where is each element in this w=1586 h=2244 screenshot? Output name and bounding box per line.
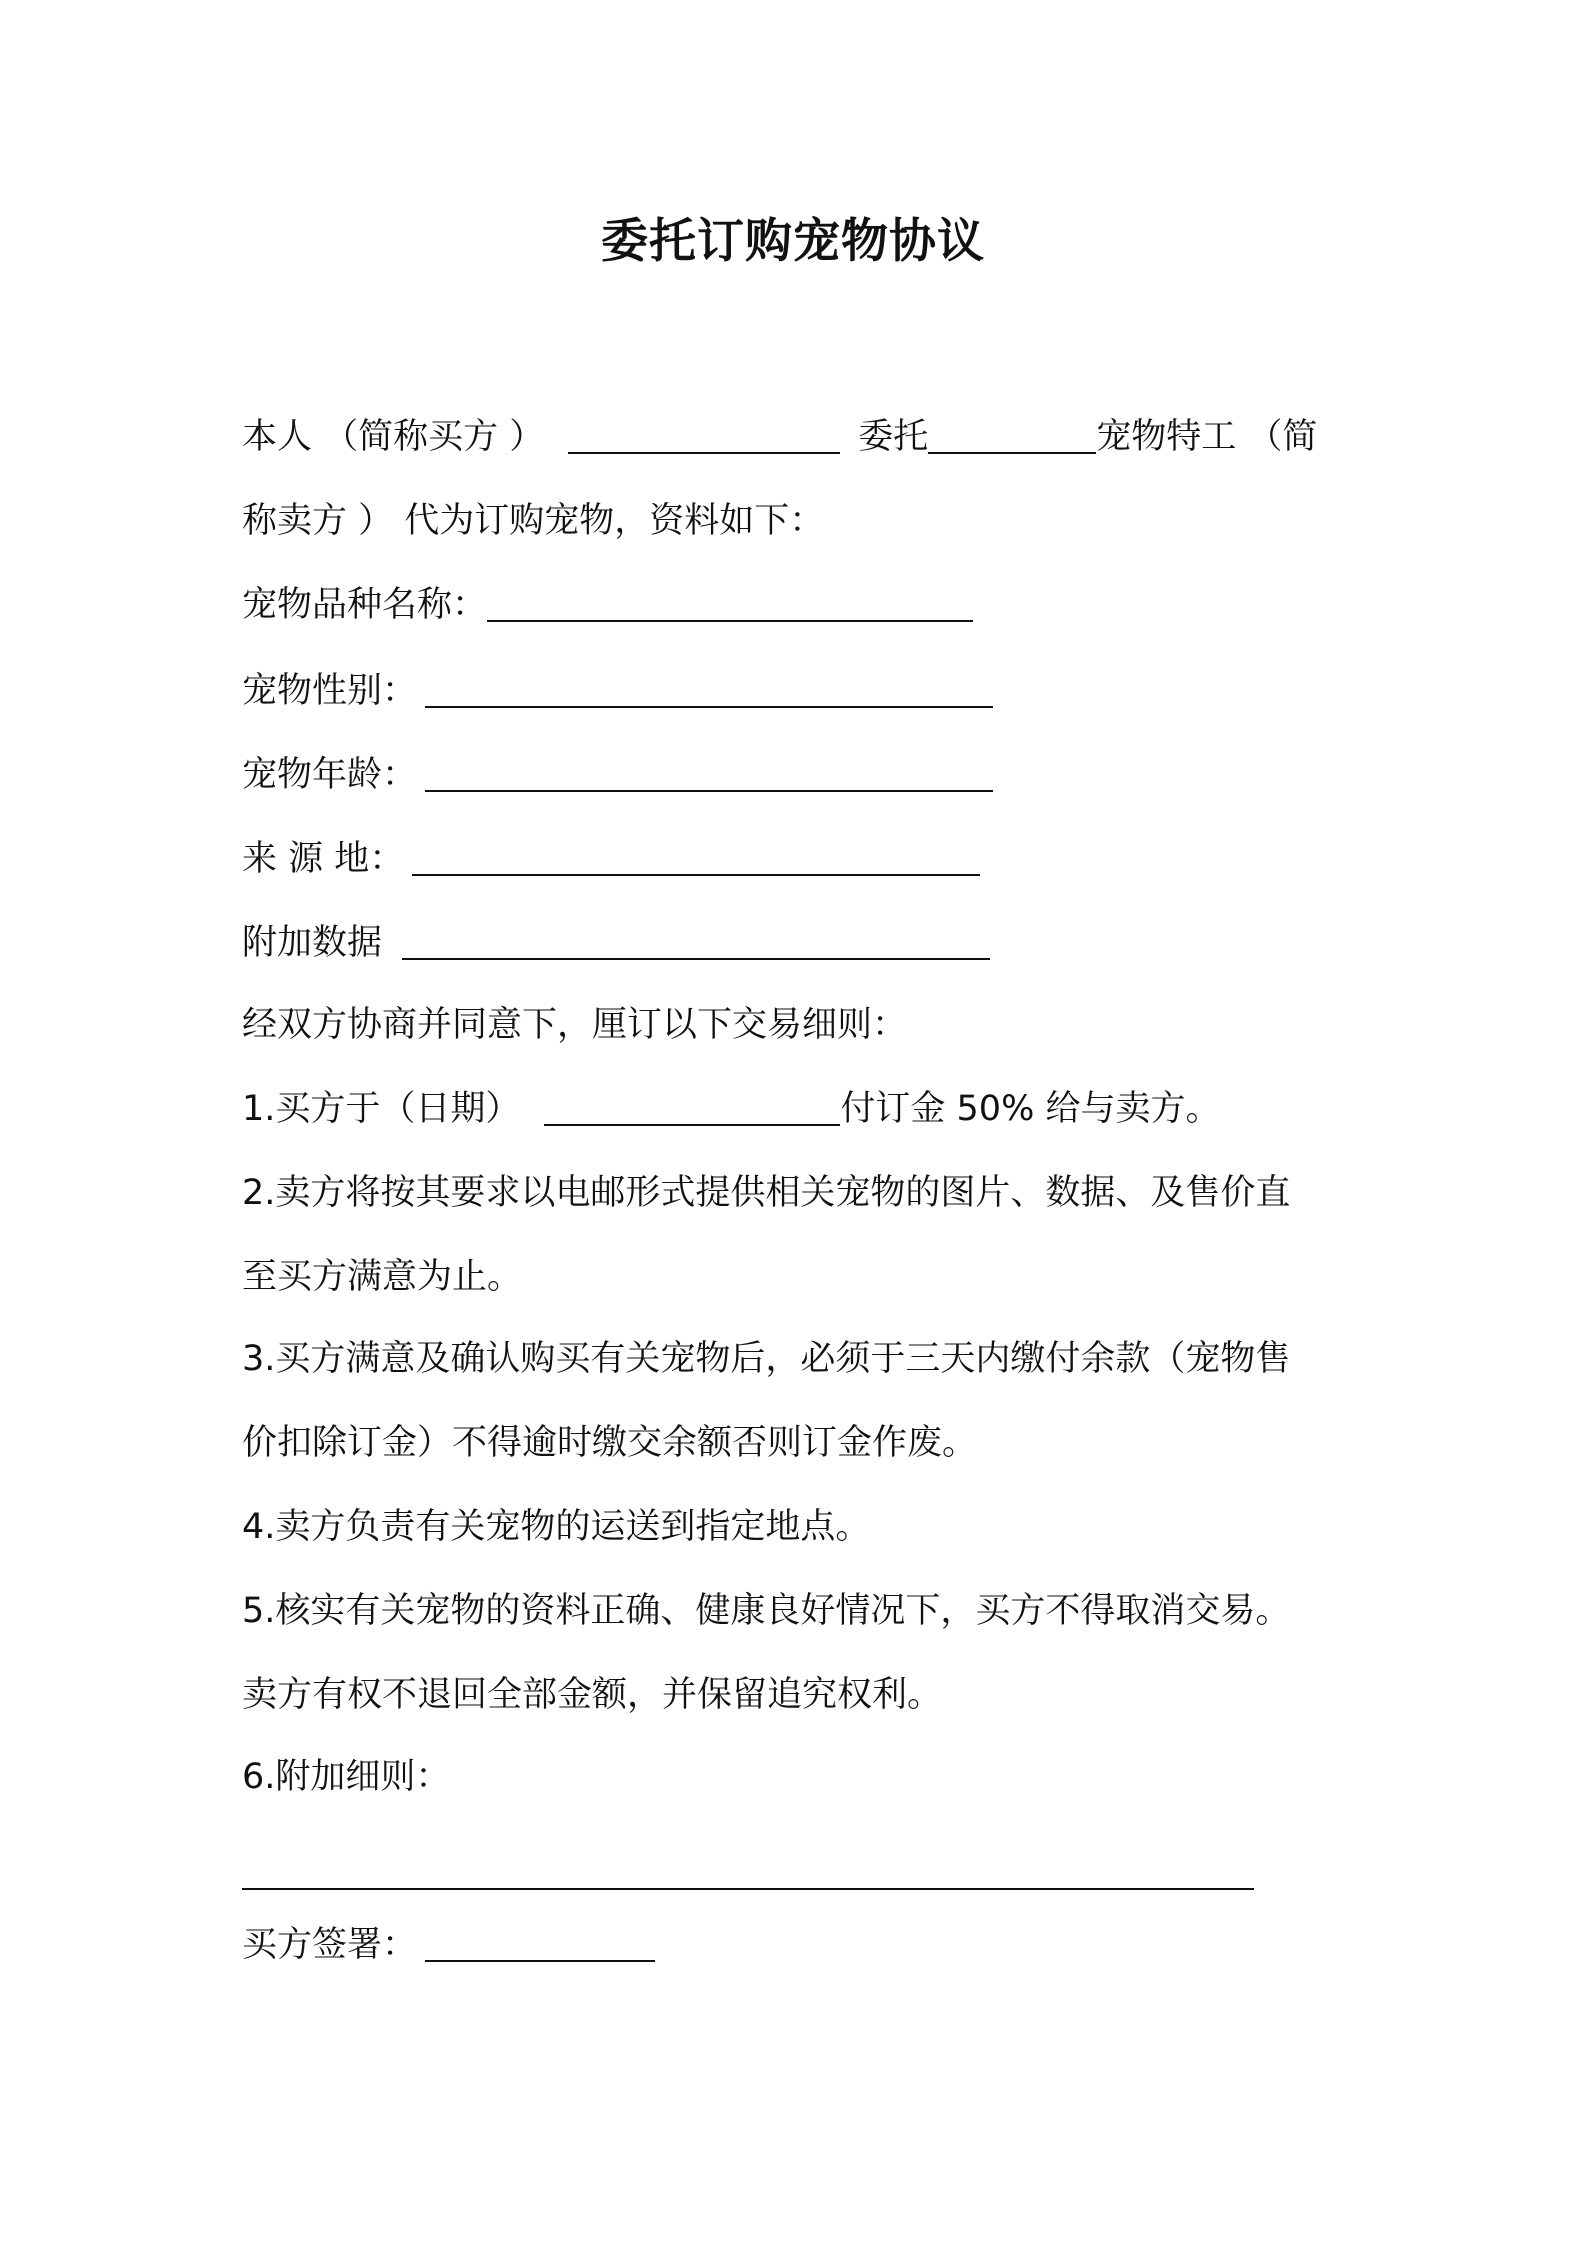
term-3-line-1 [242, 1334, 1362, 1384]
term-4 [242, 1502, 1362, 1552]
page-title: 委托订购宠物协议 [601, 214, 985, 269]
term-2-text-2: 至买方满意为止。 [242, 1257, 523, 1297]
field-gender [242, 666, 1362, 716]
date-blank[interactable] [544, 1086, 840, 1126]
extra-label: 附加数据 [242, 923, 383, 963]
intro-line-2 [242, 496, 1362, 546]
term-5-line-1 [242, 1586, 1362, 1636]
breed-blank[interactable] [487, 582, 973, 622]
buyer-signature [242, 1920, 1362, 1970]
intro-buyer-label: 本人 （简称买方 ） [242, 417, 545, 457]
term-1 [242, 1084, 1362, 1134]
term-5-text-1: 5.核实有关宠物的资料正确、健康良好情况下，买方不得取消交易。 [242, 1591, 1291, 1631]
agreement-intro-text: 经双方协商并同意下，厘订以下交易细则： [242, 1005, 908, 1045]
term-6 [242, 1752, 1362, 1802]
intro-entrust-label: 委托 [858, 417, 929, 457]
term-6-text: 6.附加细则： [242, 1757, 451, 1797]
intro-agent-label: 宠物特工 （简 [1096, 417, 1318, 457]
field-origin [242, 834, 1362, 884]
gender-blank[interactable] [425, 668, 993, 708]
intro-line-1 [242, 412, 1362, 462]
term-5-text-2: 卖方有权不退回全部金额，并保留追究权利。 [242, 1675, 943, 1715]
field-extra [242, 918, 1362, 968]
gender-label: 宠物性别： [242, 671, 418, 711]
term-3-text-1: 3.买方满意及确认购买有关宠物后，必须于三天内缴付余款（宠物售 [242, 1339, 1291, 1379]
term-1-deposit-text: 付订金 50% 给与卖方。 [840, 1089, 1221, 1129]
term-3-text-2: 价扣除订金）不得逾时缴交余额否则订金作废。 [242, 1423, 978, 1463]
origin-label: 来 源 地： [242, 839, 405, 879]
buyer-signature-label: 买方签署： [242, 1925, 418, 1965]
term-2-line-1 [242, 1168, 1362, 1218]
term-1-date-label: 1.买方于（日期） [242, 1089, 521, 1129]
term-2-line-2 [242, 1252, 1362, 1302]
age-blank[interactable] [425, 752, 993, 792]
buyer-name-blank[interactable] [568, 414, 840, 454]
term-3-line-2 [242, 1418, 1362, 1468]
breed-label: 宠物品种名称： [242, 585, 488, 625]
age-label: 宠物年龄： [242, 755, 418, 795]
field-breed [242, 580, 1362, 630]
intro-seller-label: 称卖方 ） 代为订购宠物，资料如下： [242, 501, 825, 541]
term-4-text: 4.卖方负责有关宠物的运送到指定地点。 [242, 1507, 871, 1547]
extra-blank[interactable] [402, 920, 990, 960]
field-age [242, 750, 1362, 800]
buyer-signature-blank[interactable] [425, 1922, 655, 1962]
term-5-line-2 [242, 1670, 1362, 1720]
additional-terms-blank[interactable] [242, 1888, 1254, 1890]
agreement-intro [242, 1000, 1362, 1050]
term-2-text-1: 2.卖方将按其要求以电邮形式提供相关宠物的图片、数据、及售价直 [242, 1173, 1291, 1213]
agent-name-blank[interactable] [928, 414, 1096, 454]
origin-blank[interactable] [412, 836, 980, 876]
